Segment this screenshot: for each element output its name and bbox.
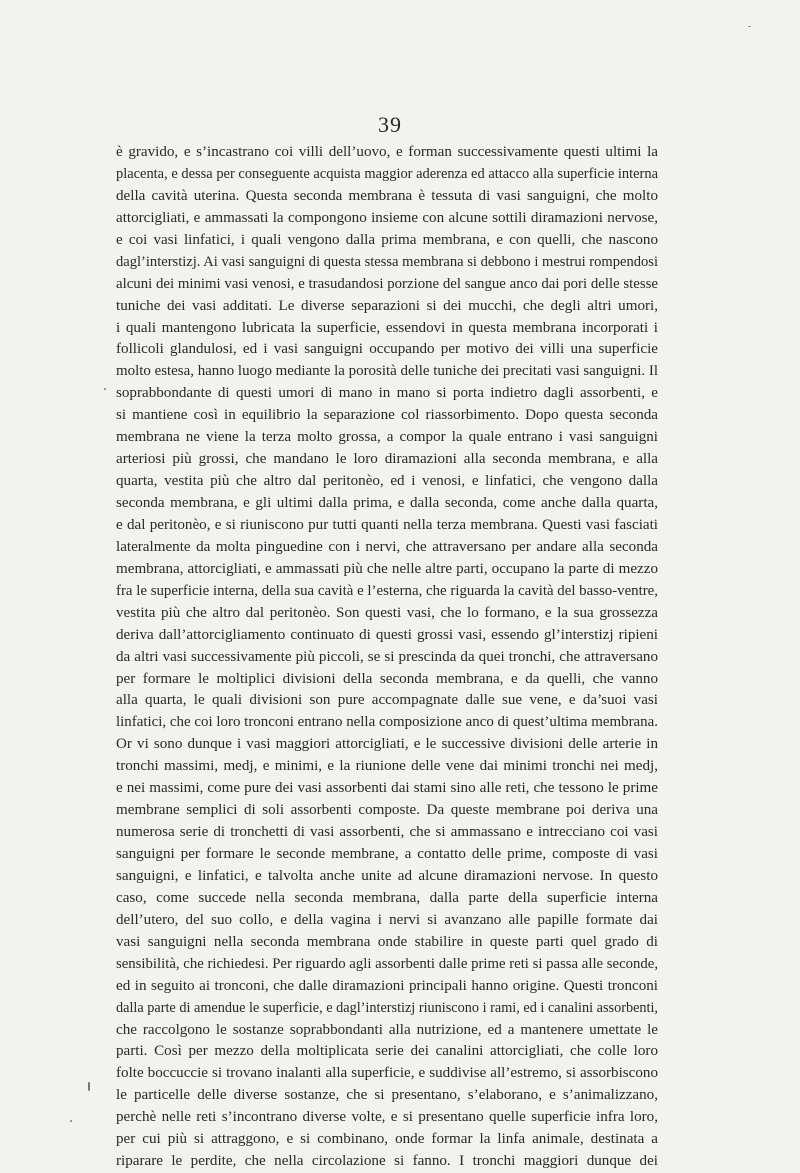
- text-line: tuniche dei vasi additati. Le diverse separazioni si dei mucchi, che degli altri umori,: [116, 297, 658, 314]
- text-line: deriva dall’attorcigliamento continuato di questi grossi vasi, essendo gl’interstizj ripieni: [116, 626, 658, 643]
- page-number: 39: [378, 112, 402, 137]
- text-line: sanguigni per formare le seconde membrane, a contatto delle prime, composte di vasi: [116, 846, 658, 862]
- text-line: linfatici, che coi loro tronconi entrano nella composizione anco di quest’ultima membrana.: [116, 714, 658, 731]
- text-line: vasi sanguigni nella seconda membrana onde stabilire in queste parti quel grado di: [116, 933, 658, 950]
- text-line: lateralmente da molta pinguedine con i nervi, che attraversano per andare alla seconda: [116, 538, 658, 555]
- paper-speck: [748, 26, 751, 27]
- text-line: e dal peritonèo, e si riuniscono pur tutti quanti nella terza membrana. Questi vasi fasciati: [116, 516, 658, 533]
- text-line: dagl’interstizj. Ai vasi sanguigni di questa stessa membrana si debbono i mestrui rompendosi: [116, 253, 658, 270]
- text-line: sensibilità, che richiedesi. Per riguardo agli assorbenti dalle prime reti si passa alle seconde,: [116, 955, 658, 972]
- paper-speck: [104, 388, 106, 390]
- text-line: per cui più si attraggono, e si combinano, onde formar la linfa animale, destinata a: [116, 1131, 658, 1148]
- text-line: numerosa serie di tronchetti di vasi assorbenti, che si ammassano e intrecciano coi vasi: [116, 824, 658, 841]
- text-line: membrana, attorcigliati, e ammassati più che nelle altre parti, occupano la parte di mezzo: [116, 560, 658, 577]
- text-line: si mantiene così in equilibrio la separazione col riassorbimento. Dopo questa seconda: [116, 407, 658, 424]
- text-line: sanguigni, e linfatici, e talvolta anche unite ad alcune diramazioni nervose. In questo: [116, 867, 658, 884]
- text-line: ed in seguito ai tronconi, che dalle diramazioni principali hanno origine. Questi tronconi: [116, 977, 658, 994]
- text-line: placenta, e dessa per conseguente acquista maggior aderenza ed attacco alla superficie interna: [116, 165, 658, 182]
- text-line: attorcigliati, e ammassati la compongono insieme con alcune sottili diramazioni nervose,: [116, 209, 658, 226]
- text-line: alla quarta, le quali divisioni son pure accompagnate dalle sue vene, e da’suoi vasi: [116, 692, 658, 709]
- body-text: [116, 142, 658, 1173]
- paper-speck: [70, 1120, 72, 1122]
- text-line: caso, come succede nella seconda membrana, dalla parte della superficie interna: [116, 889, 658, 906]
- text-line: per formare le moltiplici divisioni della seconda membrana, e da quelli, che vanno: [116, 670, 658, 687]
- text-line: molto estesa, hanno luogo mediante la porosità delle tuniche dei precitati vasi sanguigni. Il: [116, 363, 658, 380]
- text-line: perchè nelle reti s’incontrano diverse volte, e si presentano quelle superficie infra loro,: [116, 1109, 658, 1126]
- text-line: soprabbondante di questi umori di mano in mano si porta indietro dagli assorbenti, e: [116, 385, 658, 402]
- text-line: è gravido, e s’incastrano coi villi dell’uovo, e forman successivamente questi ultimi la: [116, 144, 658, 160]
- text-line: fra le superficie interna, della sua cavità e l’esterna, che riguarda la cavità del basso-ventre,: [116, 582, 658, 599]
- text-line: tronchi massimi, medj, e minimi, e la riunione delle vene dai minimi tronchi nei medj,: [116, 758, 658, 775]
- text-line: arteriosi più grossi, che mandano le loro diramazioni alla seconda membrana, e alla: [116, 451, 658, 468]
- text-line: dalla parte di amendue le superficie, e dagl’interstizj riuniscono i rami, ed i canalini assorbenti,: [116, 999, 658, 1016]
- text-line: folte boccuccie si trovano inalanti alla superficie, e suddivise all’estremo, si assorbiscono: [116, 1065, 658, 1082]
- text-line: riparare le perdite, che nella circolazione si fanno. I tronchi maggiori dunque dei: [116, 1153, 658, 1170]
- text-line: quarta, vestita più che altro dal peritonèo, ed i venosi, e linfatici, che vengono dalla: [116, 473, 658, 490]
- text-line: i quali mantengono lubricata la superficie, essendovi in questa membrana incorporati i: [116, 319, 658, 336]
- paper-speck: [88, 1082, 90, 1091]
- text-line: e coi vasi linfatici, i quali vengono dalla prima membrana, e con quelli, che nascono: [116, 231, 658, 248]
- text-line: della cavità uterina. Questa seconda membrana è tessuta di vasi sanguigni, che molto: [116, 187, 658, 204]
- text-line: da altri vasi successivamente più piccoli, se si prescinda da quei tronchi, che attraversano: [116, 648, 658, 665]
- text-line: e nei massimi, come pure dei vasi assorbenti dai stami sino alle reti, che tessono le prime: [116, 780, 658, 797]
- text-line: membrana ne viene la terza molto grossa, a compor la quale entrano i vasi sanguigni: [116, 429, 658, 446]
- text-line: dell’utero, del suo collo, e della vagina i nervi si avanzano alle papille formate dai: [116, 911, 658, 928]
- text-line: seconda membrana, e gli ultimi dalla prima, e dalla seconda, come anche dalla quarta,: [116, 495, 658, 511]
- text-line: follicoli glandulosi, ed i vasi sanguigni occupando per motivo dei villi una superficie: [116, 341, 658, 358]
- text-line: alcuni dei minimi vasi venosi, e trasudandosi porzione del sangue anco dai pori delle stesse: [116, 275, 658, 292]
- text-line: che raccolgono le sostanze soprabbondanti alla nutrizione, ed a mantenere umettate le: [116, 1021, 658, 1038]
- text-line: membrane semplici di soli assorbenti composte. Da queste membrane poi deriva una: [116, 802, 658, 819]
- text-line: vestita più che altro dal peritonèo. Son questi vasi, che lo formano, e la sua grossezza: [116, 604, 658, 621]
- text-line: le particelle delle diverse sostanze, che si presentano, s’elaborano, e s’animalizzano,: [116, 1087, 658, 1104]
- text-line: parti. Così per mezzo della moltiplicata serie dei canalini attorcigliati, che colle loro: [116, 1043, 658, 1060]
- text-line: Or vi sono dunque i vasi maggiori attorcigliati, e le successive divisioni delle arterie in: [116, 736, 658, 753]
